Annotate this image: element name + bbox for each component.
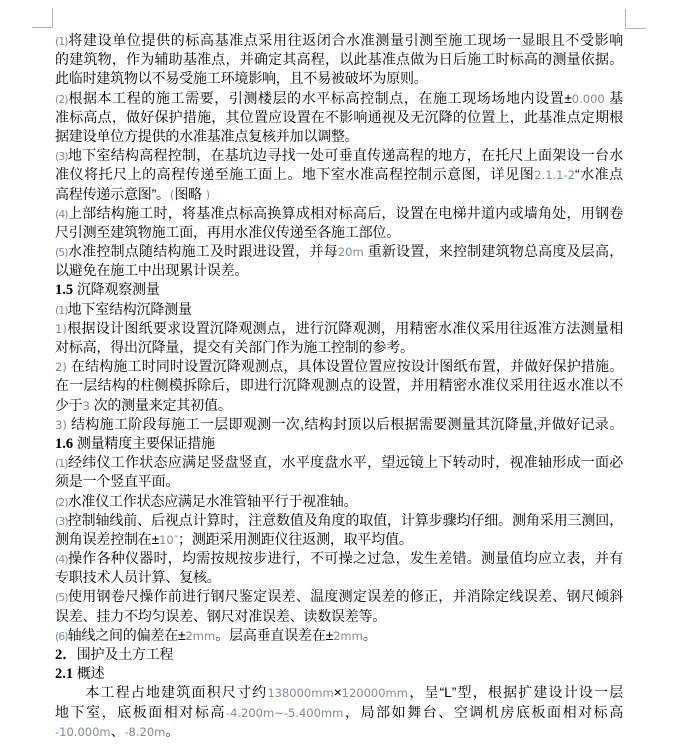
- body-text: 本工程占地建筑面积尺寸约: [55, 684, 268, 701]
- body-text: 。层高垂直误差在±: [215, 626, 334, 643]
- heading-number: 2.1: [55, 666, 74, 683]
- body-text: ，呈“L”型，根据扩建设计设一层: [407, 684, 623, 701]
- body-text: 控制轴线前、后视点计算时，注意数值及角度的取值，计算步骤均仔细。测角采用三测回，: [67, 511, 623, 528]
- list-marker: (4): [55, 207, 68, 221]
- numeric-text: 138000mm: [267, 686, 334, 701]
- numeric-text: 2mm: [333, 628, 363, 643]
- list-marker: (1): [55, 457, 68, 471]
- body-text: 操作各种仪器时，均需按规按步进行，不可操之过急，发生差错。测量值均应立表，并有: [67, 550, 623, 567]
- list-marker: (3): [55, 150, 68, 164]
- text-line: [55, 69, 623, 88]
- text-line: [55, 645, 623, 664]
- heading-number: 1.6: [55, 435, 74, 452]
- numeric-text: 120000mm: [341, 686, 408, 701]
- text-line: [55, 530, 623, 549]
- body-text: 以避免在施工中出现累计误差。: [55, 262, 249, 279]
- list-marker: (1): [55, 35, 68, 48]
- body-text: 根据设计图纸要求设置沉降观测点，进行沉降观测，用精密水准仪采用往返准方法测量相: [66, 319, 623, 336]
- text-line: [55, 204, 623, 223]
- text-line: [55, 89, 623, 108]
- text-line: [55, 434, 623, 453]
- body-text: 根据本工程的施工需要，引测楼层的水平标高控制点，在施工现场场地内设置±: [67, 89, 572, 106]
- heading-number: 1.5: [55, 282, 74, 299]
- numeric-text: (: [169, 187, 175, 202]
- body-text: 概述: [73, 665, 105, 682]
- text-line: [55, 626, 623, 645]
- body-text: 地下室，底板面相对标高: [55, 703, 226, 720]
- body-text: 测角误差控制在±: [55, 530, 160, 547]
- text-line: [55, 453, 623, 472]
- text-line: [55, 549, 623, 568]
- list-marker: (3): [55, 514, 68, 528]
- body-text: 少于: [55, 396, 83, 413]
- body-text: 此临时建筑物以不易受施工环境影响，且不易被破坏为原则。: [55, 70, 428, 87]
- body-text: 的建筑物，作为辅助基准点，并确定其高程，以此基准点做为日后施工时标高的测量依据。: [55, 51, 623, 68]
- document-text-body: [55, 31, 623, 741]
- body-text: 在一层结构的柱侧模拆除后，即进行沉降观测点的设置，并用精密水准仪采用往返水准以不: [55, 377, 623, 394]
- text-line: [55, 242, 623, 261]
- list-marker: (1): [55, 303, 68, 317]
- body-text: 图略: [174, 185, 202, 202]
- text-line: [55, 185, 623, 204]
- text-line: [55, 568, 623, 587]
- body-text: 重新设置，来控制建筑物总高度及层高，: [363, 243, 623, 260]
- numeric-text: 20m: [337, 245, 364, 260]
- body-text: 基: [604, 89, 623, 106]
- body-text: 使用钢卷尺操作前进行钢尺鉴定误差、温度测定误差的修正，并消除定线误差、钢尺倾斜: [67, 588, 623, 605]
- body-text: 。: [362, 626, 377, 643]
- numeric-text: ): [201, 187, 211, 202]
- body-text: 水准仪工作状态应满足水准管轴平行于视准轴。: [67, 492, 358, 509]
- numeric-text: -10.000m: [55, 724, 111, 739]
- text-line: [55, 607, 623, 626]
- body-text: 。: [165, 722, 180, 739]
- text-line: [55, 492, 623, 511]
- body-text: 须是一个竖直平面。: [55, 473, 180, 490]
- text-line: [55, 703, 623, 722]
- list-marker: (2): [55, 495, 68, 509]
- body-text: 次的测量来定其初值。: [89, 396, 232, 413]
- body-text: 上部结构施工时，将基准点标高换算成相对标高后，设置在电梯井道内或墙角处，用钢卷: [67, 204, 623, 221]
- body-text: 准仪将托尺上的高程传递至施工面上。地下室水准高程控制示意图，详见图: [55, 166, 535, 183]
- list-marker: (6): [55, 629, 68, 643]
- text-line: [55, 722, 623, 741]
- text-line: [55, 357, 623, 376]
- body-text: 对标高，得出沉降量，提交有关部门作为施工控制的参考。: [55, 339, 414, 355]
- body-text: ；测距采用测距仪往返测，取平均值。: [178, 530, 413, 547]
- body-text: 据建设单位方提供的水准基准点复核并加以调整。: [55, 127, 359, 144]
- text-line: [55, 472, 623, 491]
- numeric-text: 3: [82, 398, 90, 413]
- text-line: [55, 146, 623, 165]
- numeric-text: -4.200m~-5.400mm: [225, 705, 344, 720]
- text-line: [55, 261, 623, 280]
- body-text: ，局部如舞台、空调机房底板面相对标高: [343, 703, 623, 720]
- body-text: 轴线之间的偏差在±: [67, 626, 186, 643]
- numeric-text: -8.20m: [124, 724, 166, 739]
- list-marker: (5): [55, 246, 68, 260]
- body-text: 围护及土方工程: [76, 646, 174, 662]
- body-text: 在结构施工时同时设置沉降观测点，具体设置位置应按设计图纸布置，并做好保护措施。: [66, 358, 623, 375]
- text-line: [55, 683, 623, 702]
- body-text: 地下室结构沉降测量: [67, 300, 192, 317]
- list-marker: (5): [55, 591, 68, 605]
- text-line: [55, 415, 623, 434]
- text-line: [55, 376, 623, 395]
- body-text: 专职技术人员计算、复核。: [55, 569, 221, 586]
- text-line: [55, 31, 623, 50]
- body-text: 结构施工阶段每施工一层即观测一次,结构封顶以后根据需要测量其沉降量,并做好记录。: [66, 415, 623, 432]
- body-text: 将建设单位提供的标高基准点采用往返闭合水准测量引测至施工现场一显眼且不受影响: [67, 32, 623, 48]
- body-text: “水准点: [574, 166, 623, 183]
- text-line: [55, 319, 623, 338]
- text-line: [55, 50, 623, 69]
- text-line: [55, 396, 623, 415]
- text-line: [55, 511, 623, 530]
- text-line: [55, 280, 623, 299]
- numeric-text: 2): [55, 360, 67, 375]
- text-line: [55, 108, 623, 127]
- body-text: 地下室结构高程控制，在基坑边寻找一处可垂直传递高程的地方，在托尺上面架设一台水: [67, 147, 623, 164]
- numeric-text: 2mm: [185, 628, 216, 643]
- text-line: [55, 300, 623, 319]
- numeric-text: 3): [55, 417, 67, 432]
- body-text: 尺引测至建筑物施工面，再用水准仪传递至各施工部位。: [55, 223, 400, 240]
- text-line: [55, 223, 623, 242]
- body-text: 测量精度主要保证措施: [73, 434, 215, 451]
- text-line: [55, 127, 623, 146]
- page-margin-corner-top-left-icon: [32, 8, 53, 28]
- body-text: 准标高点，做好保护措施，其位置应设置在不影响通视及无沉降的位置上，此基准点定期根: [55, 108, 623, 125]
- list-marker: (4): [55, 553, 68, 567]
- text-line: [55, 587, 623, 606]
- body-text: 误差、挂力不均匀误差、钢尺对准误差、读数误差等。: [55, 607, 387, 624]
- page-margin-corner-top-right-icon: [625, 9, 646, 29]
- numeric-text: 1): [55, 321, 67, 336]
- list-marker: (2): [55, 92, 68, 106]
- text-line: [55, 338, 623, 357]
- numeric-text: 2.1.1-2: [534, 168, 575, 183]
- numeric-text: 0.000: [571, 91, 605, 106]
- heading-number: 2．: [55, 647, 77, 663]
- text-line: [55, 664, 623, 683]
- body-text: 水准控制点随结构施工及时跟进设置，并每: [67, 243, 338, 260]
- numeric-text: 10″: [159, 532, 179, 547]
- body-text: ×: [333, 684, 342, 701]
- body-text: 高程传递示意图”。: [55, 185, 170, 202]
- body-text: 沉降观察测量: [73, 281, 160, 298]
- body-text: 经纬仪工作状态应满足竖盘竖直，水平度盘水平，望远镜上下转动时，视准轴形成一面必: [67, 454, 623, 471]
- text-line: [55, 165, 623, 184]
- body-text: 、: [110, 722, 125, 739]
